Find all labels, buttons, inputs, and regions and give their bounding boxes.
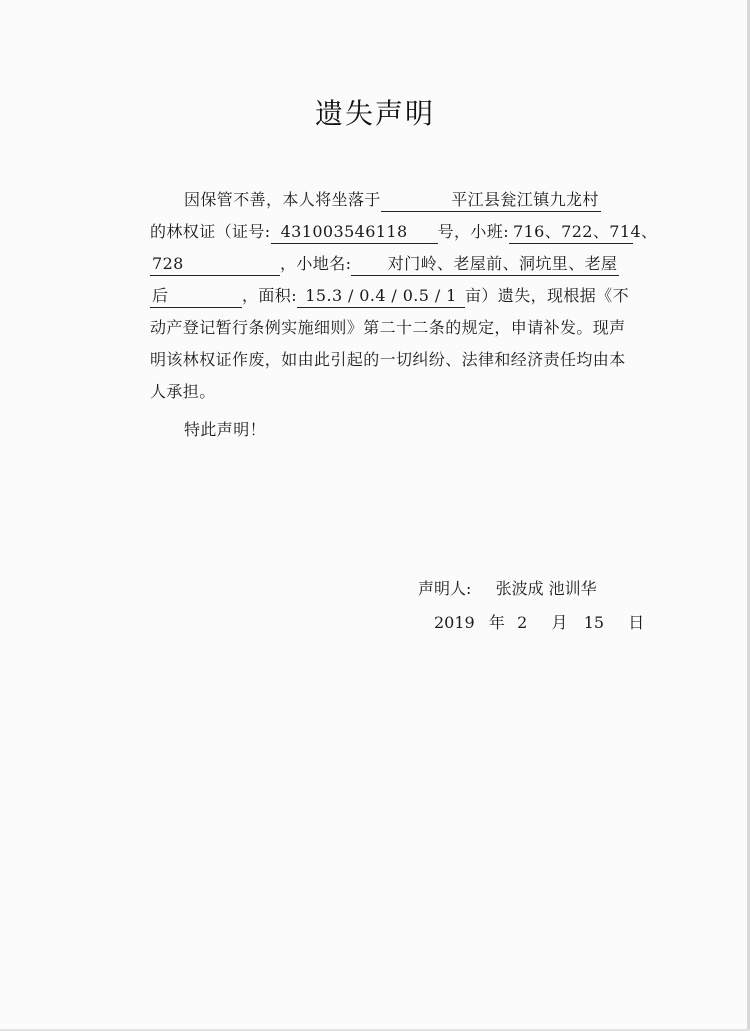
place-name-field-a: 对门岭、老屋前、洞坑里、老屋 <box>351 253 619 276</box>
body-line-3 <box>150 248 655 280</box>
line2-prefix: 的林权证（证号: <box>150 222 271 241</box>
body-line-6: 明该林权证作废，如由此引起的一切纠纷、法律和经济责任均由本 <box>150 350 626 369</box>
body-line-1 <box>150 184 655 216</box>
date-month-unit: 月 <box>551 613 568 632</box>
plot-numbers-field-b: 728 <box>150 253 280 276</box>
line4-suffix: 亩）遗失，现根据《不 <box>465 286 630 305</box>
certificate-number-field: 431003546118 <box>271 221 438 244</box>
document-title: 遗失声明 <box>314 97 435 130</box>
line4-mid: ，面积: <box>242 286 297 305</box>
signature-block <box>418 572 597 606</box>
date-month: 2 <box>517 613 528 632</box>
date-year: 2019 <box>434 613 475 632</box>
line3-mid: ，小地名: <box>280 254 352 273</box>
signature-label: 声明人: <box>418 579 472 598</box>
closing-statement: 特此声明！ <box>184 420 267 439</box>
line2-mid: 号，小班: <box>437 222 509 241</box>
line1-prefix: 因保管不善，本人将坐落于 <box>184 190 381 209</box>
signatory-names: 张波成 池训华 <box>495 579 597 598</box>
plot-numbers-field-a: 716、722、714、 <box>509 221 633 244</box>
body-line-5: 动产登记暂行条例实施细则》第二十二条的规定，申请补发。现声 <box>150 318 626 337</box>
declaration-body <box>150 184 658 446</box>
date-day: 15 <box>583 613 605 632</box>
body-line-2 <box>150 216 658 248</box>
place-name-field-b: 后 <box>150 285 242 308</box>
declaration-date <box>434 610 644 633</box>
area-field: 15.3 / 0.4 / 0.5 / 1 <box>297 285 465 308</box>
location-field: 平江县瓮江镇九龙村 <box>381 189 601 212</box>
body-line-7: 人承担。 <box>150 382 216 401</box>
date-year-unit: 年 <box>488 613 505 632</box>
date-day-unit: 日 <box>628 613 645 632</box>
body-line-4 <box>150 280 655 312</box>
